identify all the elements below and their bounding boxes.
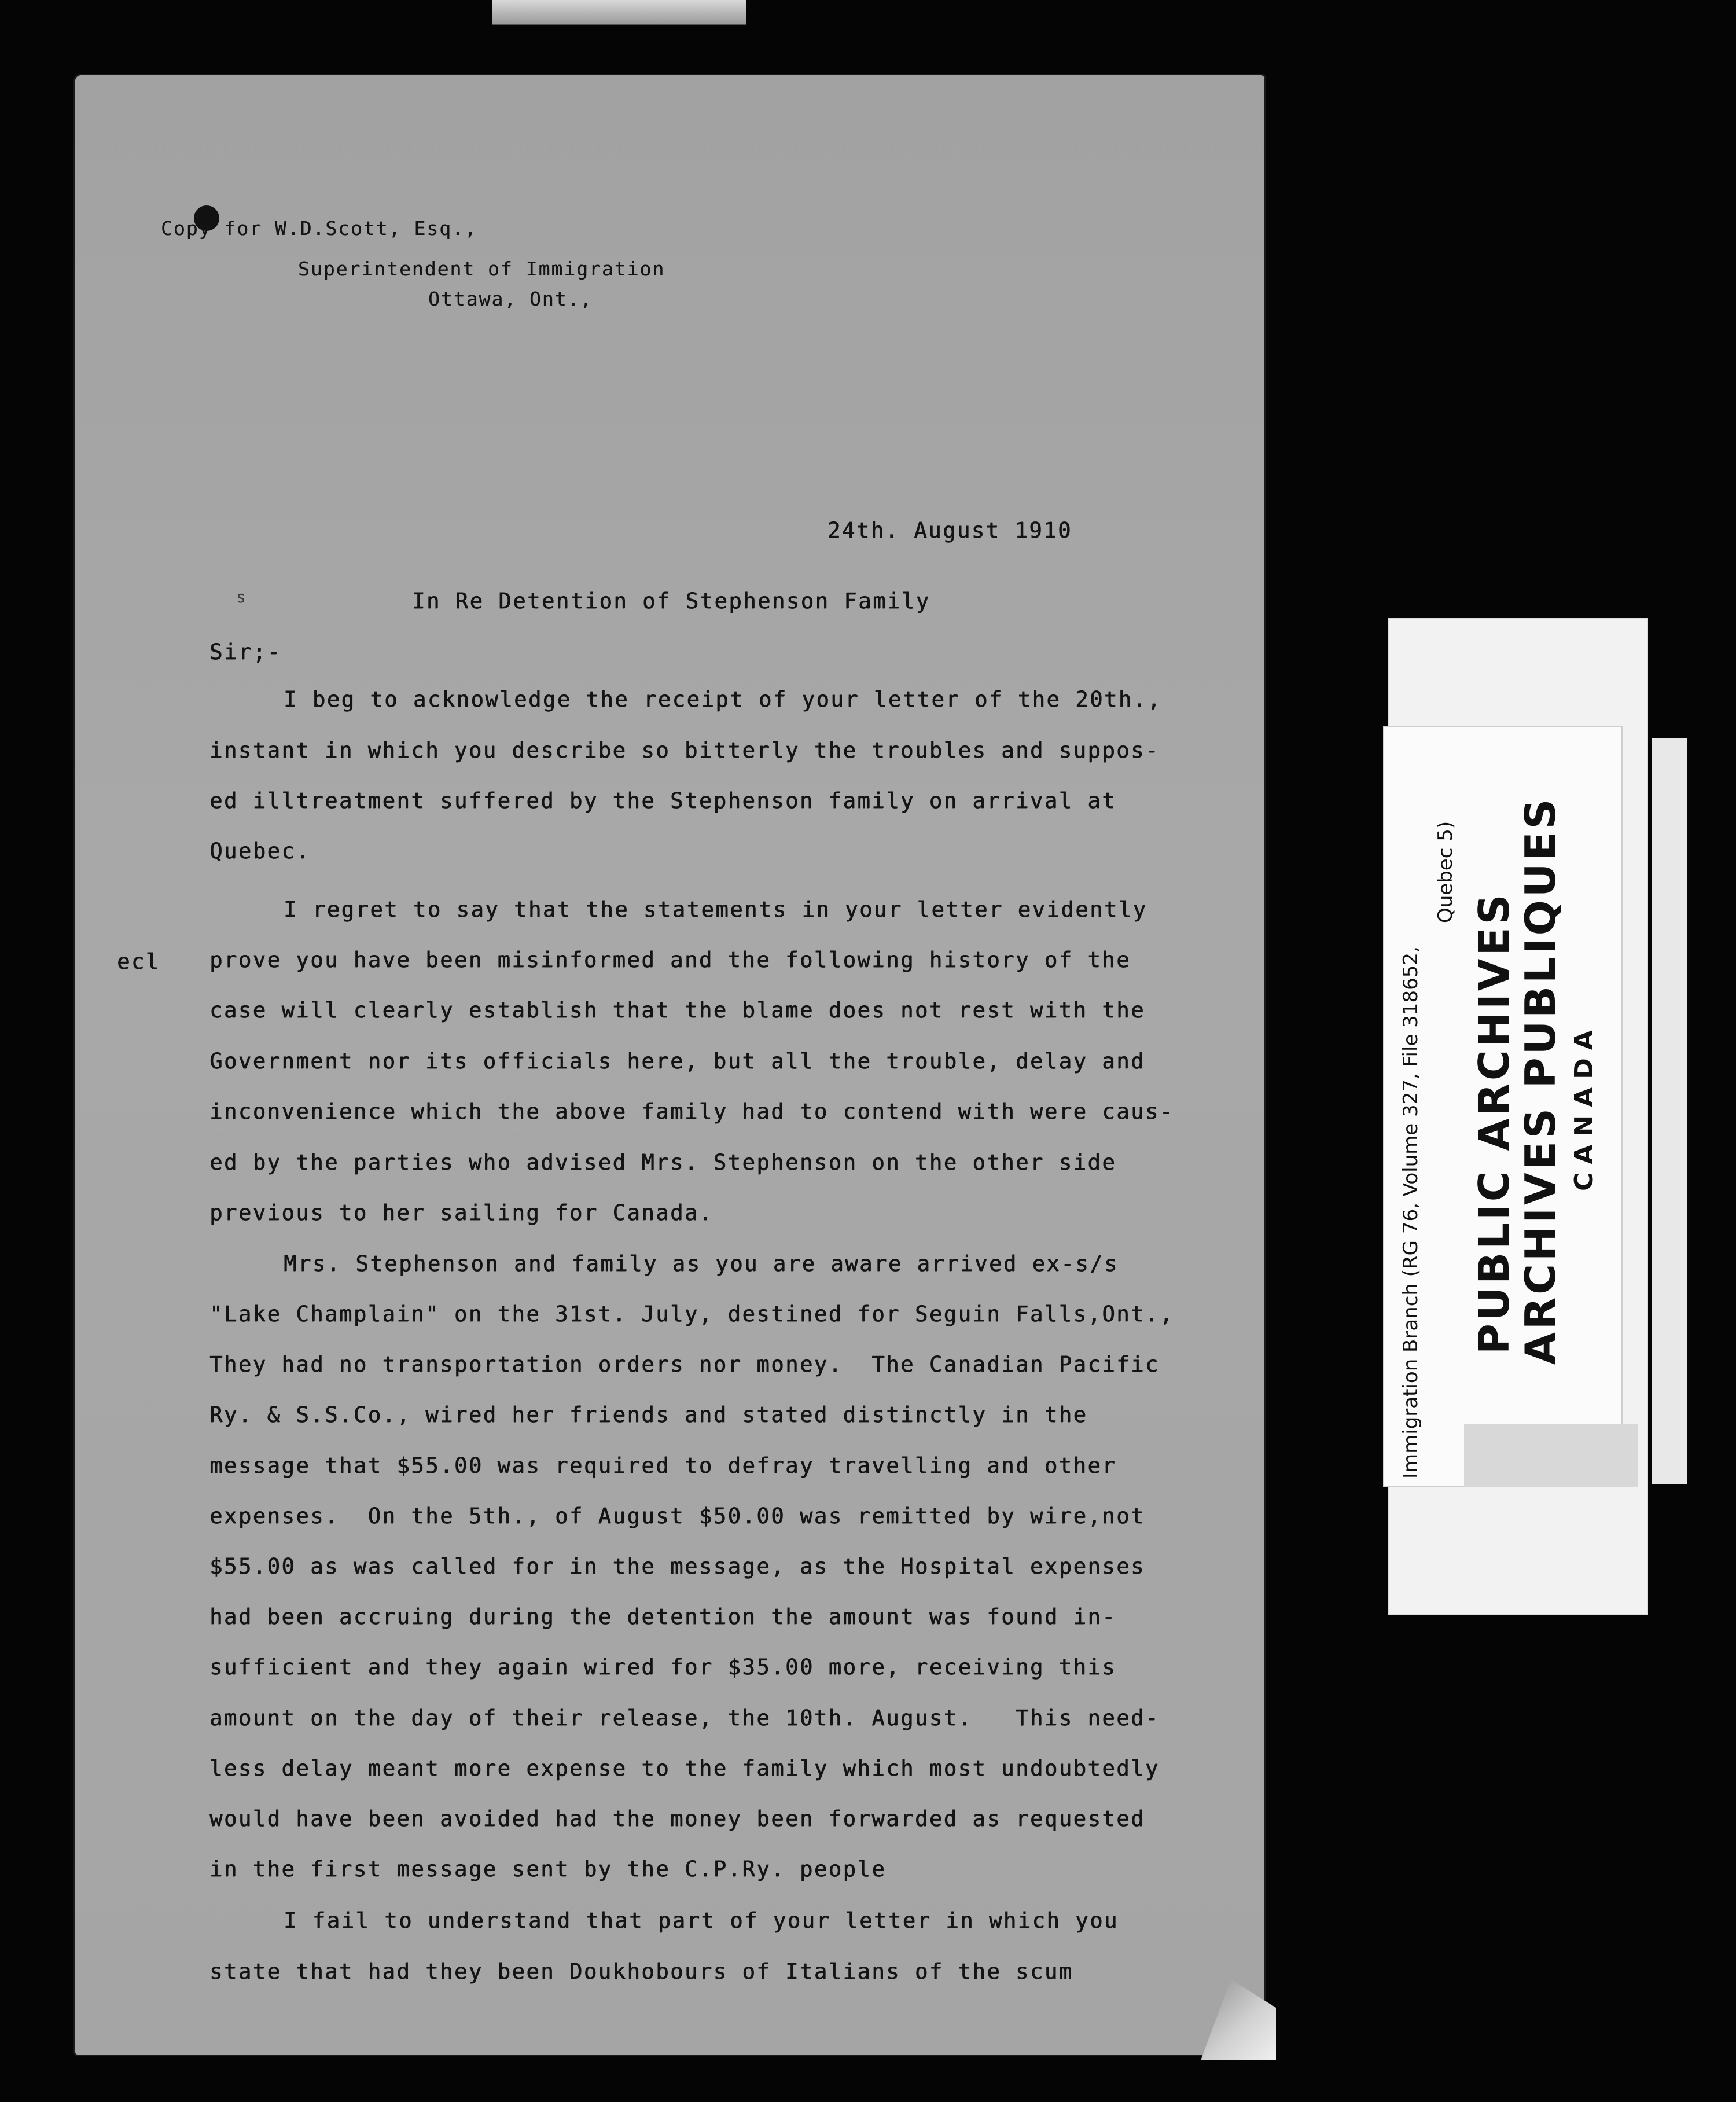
top-folder-tab [492,0,746,25]
archive-public-archives: PUBLIC ARCHIVES [1470,891,1518,1354]
body-line-8: Government nor its officials here, but all the trouble, delay and [209,1049,1145,1074]
body-line-26: state that had they been Doukhobours of Italians of the scum [209,1959,1073,1984]
body-line-12: Mrs. Stephenson and family as you are aware arrived ex-s/s [284,1251,1119,1276]
header-copy-line: Copy for W.D.Scott, Esq., [161,217,477,240]
body-line-19: had been accruing during the detention the amount was found in- [209,1604,1117,1629]
salutation: Sir;- [209,640,282,664]
archive-caption-line-2: Quebec 5) [1434,821,1457,923]
body-line-18: $55.00 as was called for in the message, as the Hospital expenses [209,1554,1145,1579]
body-line-6: prove you have been misinformed and the following history of the [209,947,1131,972]
body-line-13: "Lake Champlain" on the 31st. July, destined for Seguin Falls,Ont., [209,1302,1174,1326]
body-line-7: case will clearly establish that the blame does not rest with the [209,998,1145,1023]
body-line-20: sufficient and they again wired for $35.00 more, receiving this [209,1655,1117,1680]
archive-label-edge [1652,738,1687,1484]
body-line-9: inconvenience which the above family had to contend with were caus- [209,1099,1174,1124]
body-line-17: expenses. On the 5th., of August $50.00 was remitted by wire,not [209,1504,1145,1528]
letter-date: 24th. August 1910 [827,518,1072,543]
body-line-21: amount on the day of their release, the 10th. August. This need- [209,1706,1160,1730]
subject-line: In Re Detention of Stephenson Family [412,589,930,613]
body-line-11: previous to her sailing for Canada. [209,1200,713,1225]
body-line-14: They had no transportation orders nor money. The Canadian Pacific [209,1352,1160,1377]
archive-caption-line-1: Immigration Branch (RG 76, Volume 327, File 318652, [1399,946,1422,1479]
body-line-2: instant in which you describe so bitterly the troubles and suppos- [209,738,1160,763]
body-line-1: I beg to acknowledge the receipt of your letter of the 20th., [284,687,1162,712]
body-line-22: less delay meant more expense to the family which most undoubtedly [209,1756,1160,1781]
body-line-5: I regret to say that the statements in your letter evidently [284,897,1147,922]
header-title-line: Superintendent of Immigration [298,258,665,280]
body-line-3: ed illtreatment suffered by the Stephenson family on arrival at [209,788,1117,813]
body-line-16: message that $55.00 was required to defray travelling and other [209,1453,1117,1478]
archive-archives-publiques: ARCHIVES PUBLIQUES [1516,796,1565,1365]
body-line-24: in the first message sent by the C.P.Ry. people [209,1857,887,1881]
body-line-10: ed by the parties who advised Mrs. Stephenson on the other side [209,1150,1117,1175]
margin-note: ecl [117,949,160,974]
archive-canada: CANADA [1569,1022,1599,1191]
body-line-23: would have been avoided had the money been forwarded as requested [209,1806,1145,1831]
body-line-4: Quebec. [209,839,311,863]
body-line-25: I fail to understand that part of your letter in which you [284,1908,1119,1933]
archive-label-shadow [1464,1424,1638,1487]
header-place-line: Ottawa, Ont., [428,288,593,310]
body-line-15: Ry. & S.S.Co., wired her friends and stated distinctly in the [209,1402,1088,1427]
subject-mark: s [236,587,248,607]
